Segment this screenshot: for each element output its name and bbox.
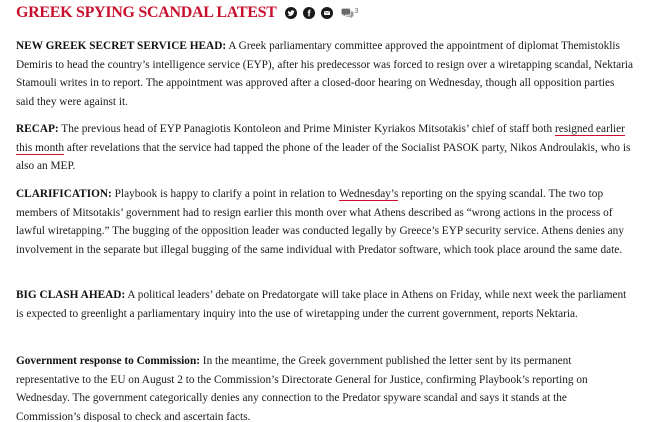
facebook-icon[interactable] (303, 7, 315, 19)
twitter-icon[interactable] (285, 7, 297, 19)
email-icon[interactable] (321, 7, 333, 19)
paragraph-body: reporting on the spying scandal. The two top members of Mitsotakis’ government had to resign earlier this month over what Athens described as “wrong actions in the process of lawful wiretapping.” The bugging of the opposition leader was conducted legally by Greece’s EYP security service. Athens denies any involvement in the separate but illegal bugging of the same individual with Predator software, which took place around the same date. (16, 188, 624, 256)
paragraph-heading: NEW GREEK SECRET SERVICE HEAD: (16, 40, 227, 52)
paragraph-big-clash-ahead (16, 286, 634, 323)
comments-link[interactable] (341, 7, 359, 20)
paragraph-body: A Greek parliamentary committee approved the appointment of diplomat Themistoklis Demiris to head the country’s intelligence service (EYP), after his predecessor was forced to resign over a wiretapping scandal, Nektaria Stamouli writes in to report. The appointment was approved after a closed-door hearing on Wednesday, though all opposition parties said they were against it. (16, 40, 634, 108)
comments-icon (341, 7, 354, 20)
section-title: GREEK SPYING SCANDAL LATEST (16, 4, 277, 21)
paragraph-body: In the meantime, the Greek government published the letter sent by its permanent representative to the EU on August 2 to the Commission’s Directorate General for Justice, confirming Playbook’s reporting on Wednesday. The government categorically denies any connection to the Predator spyware scandal and says it stands at the Commission’s disposal to check and ascertain facts. (16, 355, 588, 422)
comments-count: 3 (354, 7, 359, 15)
paragraph-new-secret-service-head (16, 37, 634, 111)
paragraph-government-response (16, 352, 634, 422)
paragraph-heading: RECAP: (16, 123, 59, 135)
section-header (16, 3, 358, 23)
paragraph-recap (16, 120, 634, 176)
paragraph-body: A political leaders’ debate on Predatorgate will take place in Athens on Friday, while next week the parliament is expected to greenlight a parliamentary inquiry into the use of wiretapping under the current government, reports Nektaria. (16, 289, 627, 320)
paragraph-body: after revelations that the service had tapped the phone of the leader of the Socialist PASOK party, Nikos Androulakis, who is also an MEP. (16, 141, 631, 173)
paragraph-clarification (16, 185, 634, 259)
paragraph-heading: CLARIFICATION: (16, 188, 112, 200)
paragraph-body: The previous head of EYP Panagiotis Kontoleon and Prime Minister Kyriakos Mitsotakis’ chief of staff both (58, 123, 555, 135)
resigned-earlier-link[interactable]: resigned earlier this month (16, 123, 625, 154)
share-icons (285, 7, 339, 19)
paragraph-body: Playbook is happy to clarify a point in relation to (111, 188, 340, 200)
wednesdays-reporting-link[interactable]: Wednesday’s (339, 188, 399, 200)
paragraph-heading: BIG CLASH AHEAD: (16, 289, 126, 301)
paragraph-heading: Government response to Commission: (16, 355, 200, 367)
